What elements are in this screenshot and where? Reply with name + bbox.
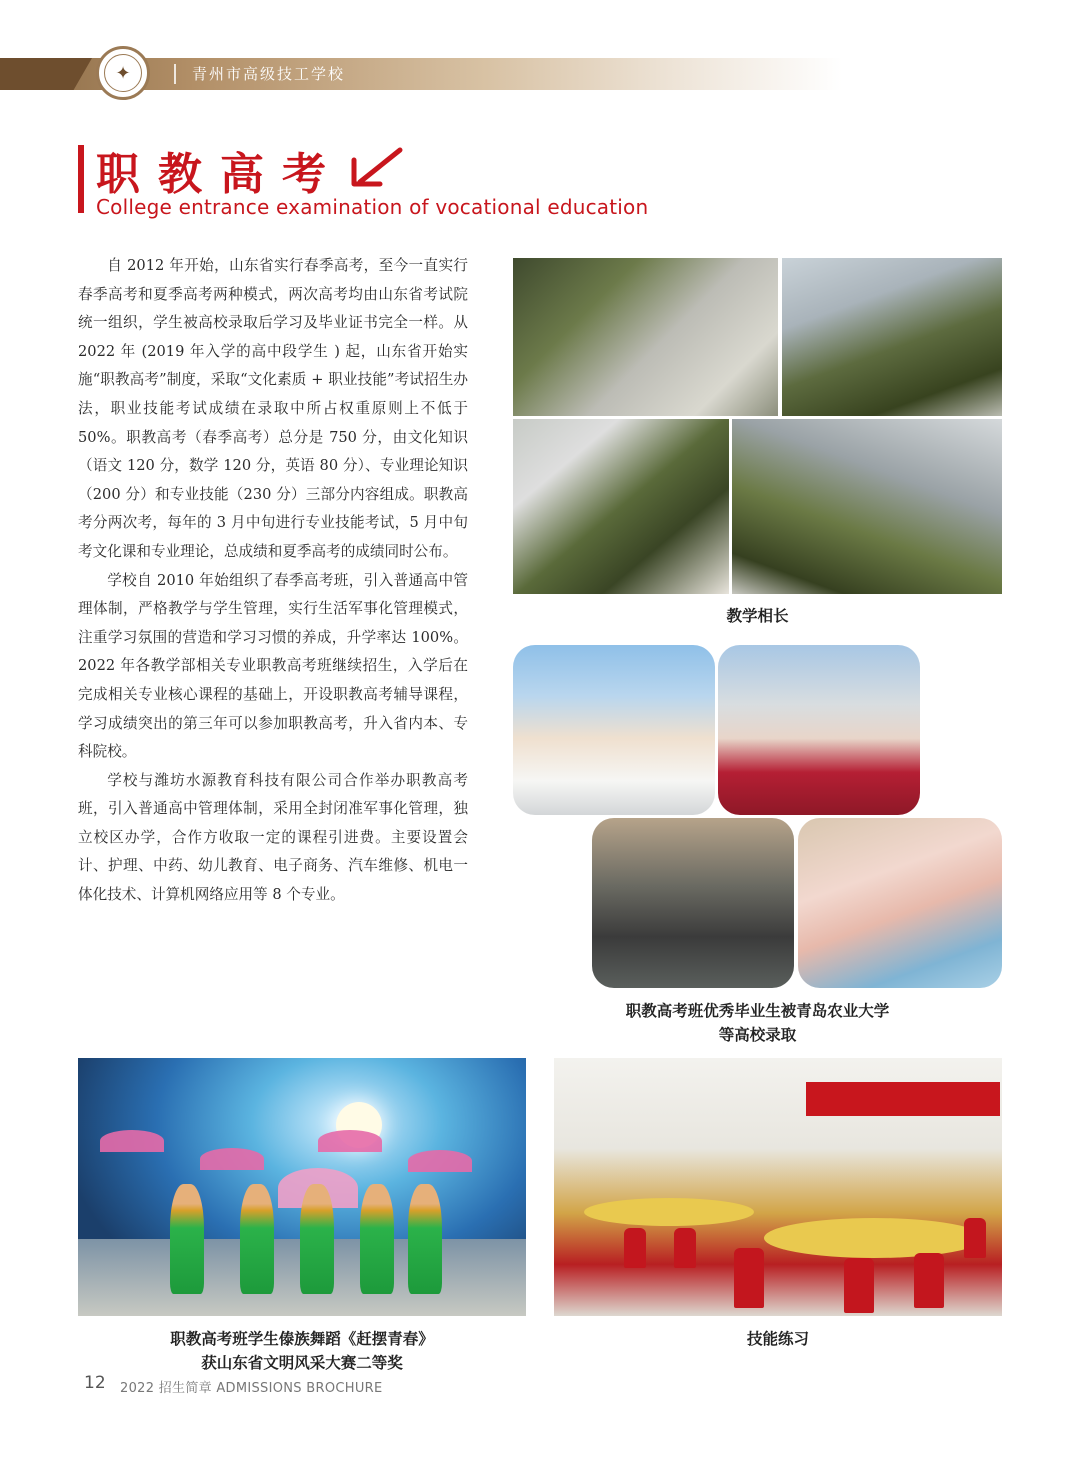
photo-workshop-practice [782, 258, 1002, 416]
school-name: 青州市高级技工学校 [192, 65, 346, 83]
photo-dai-dance [78, 1058, 526, 1316]
umbrella-prop [408, 1150, 472, 1172]
chair [844, 1258, 874, 1313]
caption-graduates-line2: 等高校录取 [718, 1026, 797, 1044]
photo-graduate-male [513, 645, 715, 815]
caption-teaching: 教学相长 [726, 607, 789, 625]
chair [964, 1218, 986, 1258]
header-divider [174, 64, 176, 84]
chair [674, 1228, 696, 1268]
photo-group-lab [513, 419, 729, 594]
dancer [170, 1184, 204, 1294]
round-table [764, 1218, 984, 1258]
umbrella-prop [100, 1130, 164, 1152]
page-title: 职教高考 [96, 149, 344, 200]
page-number: 12 [84, 1373, 106, 1393]
logo-emblem-icon: ✦ [104, 54, 142, 92]
article-paragraph: 学校与潍坊水源教育科技有限公司合作举办职教高考班，引入普通高中管理体制，采用全封闭准军事化管理，独立校区办学，合作方收取一定的课程引进费。主要设置会计、护理、中药、幼儿教育、电子商务、汽车维修、机电一体化技术、计算机网络应用等 8 个专业。 [78, 771, 468, 904]
photo-graduate-female [798, 818, 1002, 988]
umbrella-prop [200, 1148, 264, 1170]
dancer [360, 1184, 394, 1294]
title-accent-bar [78, 145, 84, 213]
article-paragraph: 学校自 2010 年始组织了春季高考班，引入普通高中管理体制，严格教学与学生管理，实行生活军事化管理模式，注重学习氛围的营造和学习习惯的养成，升学率达 100%。2022 年各教学部相关专业职教高考班继续招生，入学后在完成相关专业核心课程的基础上，开设职教高考辅导课程，学习成绩突出的第三年可以参加职教高考，升入省内本、专科院校。 [78, 571, 468, 761]
skills-banner [806, 1082, 1000, 1116]
article-body [78, 252, 468, 910]
footer-text: 2022 招生简章 ADMISSIONS BROCHURE [120, 1381, 383, 1396]
dancer [240, 1184, 274, 1294]
photo-electrical-panel [732, 419, 1002, 594]
photo-graduate-admission-letter [718, 645, 920, 815]
caption-graduates [560, 999, 955, 1047]
chair [914, 1253, 944, 1308]
arrow-down-left-icon [338, 146, 404, 190]
dancer [300, 1184, 334, 1294]
caption-dance [78, 1327, 526, 1375]
page-subtitle: College entrance examination of vocational education [96, 195, 649, 219]
caption-skills: 技能练习 [746, 1330, 809, 1348]
photo-banquet-skills [554, 1058, 1002, 1316]
article-paragraph: 自 2012 年开始，山东省实行春季高考，至今一直实行春季高考和夏季高考两种模式，两次高考均由山东省考试院统一组织，学生被高校录取后学习及毕业证书完全一样。从 2022 年 (2019 年入学的高中段学生 ) 起，山东省开始实施“职教高考”制度，采取“文化素质 + 职业技能”考试招生办法，职业技能考试成绩在录取中所占权重原则上不低于 50%。职教高考（春季高考）总分是 750 分，由文化知识（语文 120 分，数学 120 分，英语 80 分）、专业理论知识（200 分）和专业技能（230 分）三部分内容组成。职教高考分两次考，每年的 3 月中旬进行专业技能考试，5 月中旬考文化课和专业理论，总成绩和夏季高考的成绩同时公布。 [78, 257, 468, 560]
chair [624, 1228, 646, 1268]
chair [734, 1248, 764, 1308]
school-logo [96, 46, 150, 100]
caption-dance-line1: 职教高考班学生傣族舞蹈《赶摆青春》 [170, 1330, 434, 1348]
dancer [408, 1184, 442, 1294]
header-band [0, 58, 1080, 90]
round-table [584, 1198, 754, 1226]
photo-soldering-practice [513, 258, 778, 416]
caption-graduates-line1: 职教高考班优秀毕业生被青岛农业大学 [625, 1002, 890, 1020]
photo-graduate-glasses [592, 818, 794, 988]
caption-dance-line2: 获山东省文明风采大赛二等奖 [201, 1354, 403, 1372]
umbrella-prop [318, 1130, 382, 1152]
